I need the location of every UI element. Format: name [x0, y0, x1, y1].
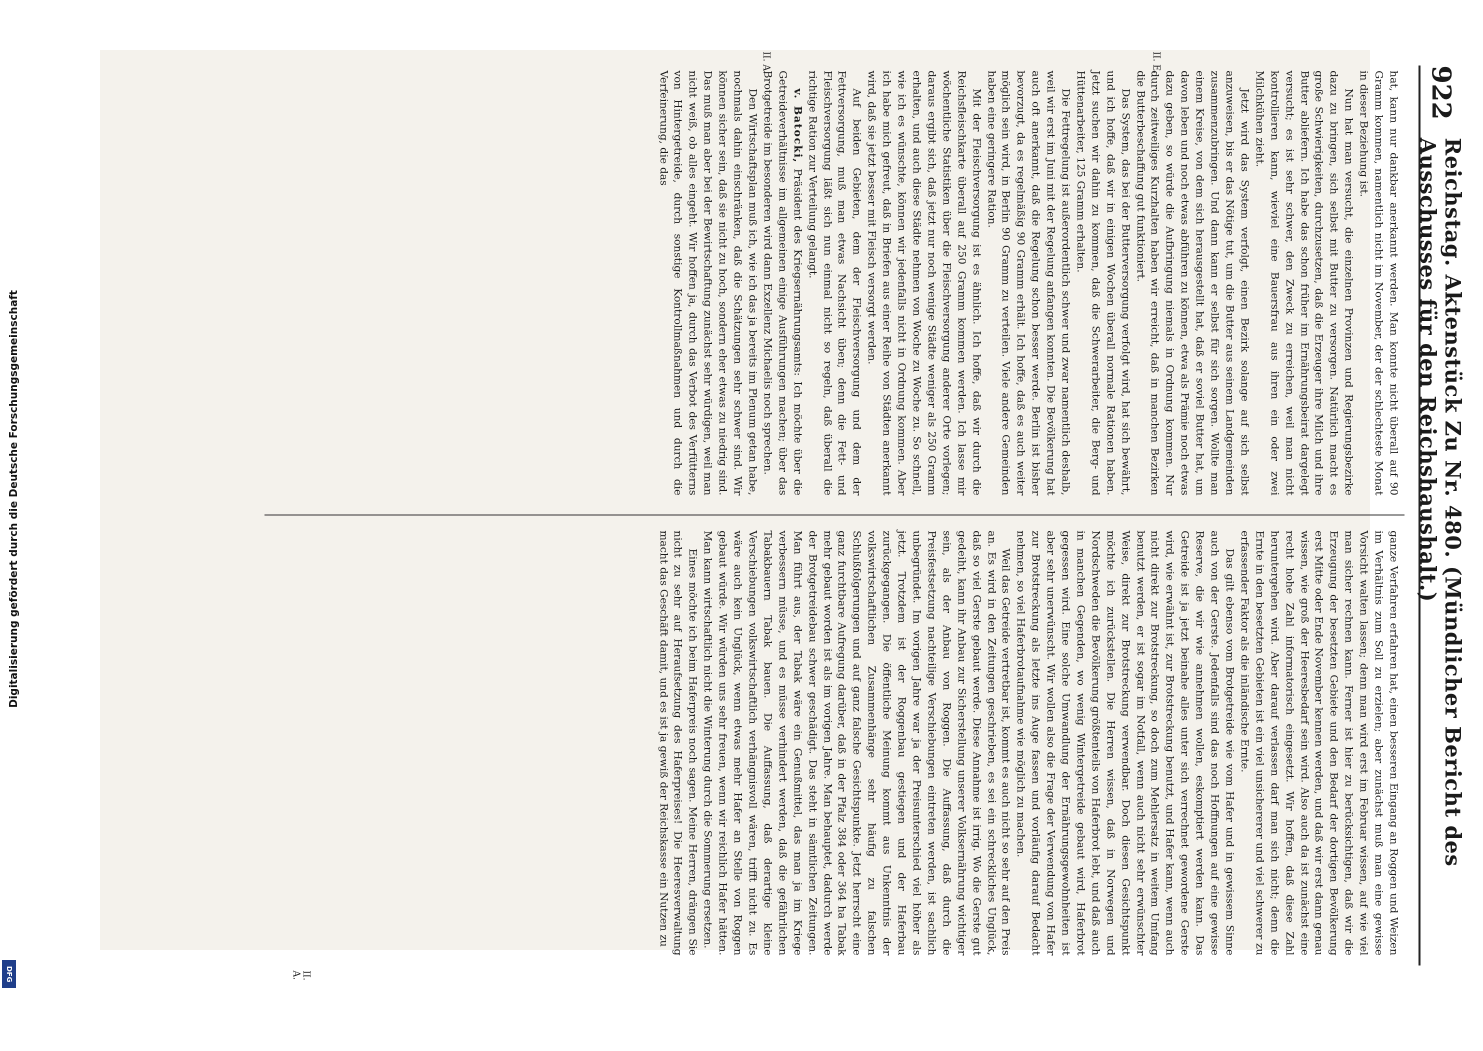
- margin-marker: II. A.: [760, 51, 771, 74]
- dfg-logo: DFG: [2, 960, 16, 988]
- speaker-text: Präsident des Kriegsernährungsamts: Ich möchte über die Getreideverhältnisse im allgemeinen einige Ausführungen machen; über das Brotgetreide im besonderen wird dann Exzellenz Michaelis noch sprechen.: [761, 70, 804, 496]
- paper-sheet: [100, 50, 1466, 981]
- paragraph: Die Fettregelung ist außerordentlich schwer und zwar namentlich deshalb, weil wir erst im Juni mit der Regelung anfangen konnten. Die Bevölkerung hat auch oft anerkannt, daß die Regelung schon besser werde. Berlin ist bisher bevorzugt, da es regelmäßig 90 Gramm erhält. Ich hoffe, daß es auch weiter möglich sein wird, in Berlin 90 Gramm zu verteilen. Viele andere Gemeinden haben eine geringere Ration.: [985, 70, 1072, 496]
- text-column-right: [261, 531, 1401, 956]
- rotated-page-content: [100, 51, 1483, 1051]
- paragraph: Mit der Fleischversorgung ist es ähnlich. Ich hoffe, daß wir durch die Reichsfleischkarte überall auf 250 Gramm kommen werden. Ich lasse mir wöchentliche Statistiken über die Fleischversorgung anderer Orte vorlegen; daraus ergibt sich, daß jetzt nur noch wenige Städte weniger als 250 Gramm erhalten, und auch diese Städte nehmen von Woche zu Woche zu. So schnell, wie ich es wünschte, können wir jedenfalls nicht in Ordnung kommen. Aber ich habe mich gefreut, daß in Briefen aus einer Reihe von Städten anerkannt wird, daß sie jetzt besser mit Fleisch versorgt werden.: [865, 70, 983, 496]
- page-number: 922: [1425, 65, 1456, 120]
- paragraph: Das gilt ebenso vom Brotgetreide wie vom Hafer und in gewissem Sinne auch von der Gerste. Jedenfalls sind das noch Hoffnungen auf eine gewisse Reserve, die wir wie annehmen wollen, eskomptiert werden kann. Das Getreide ist ja jetzt beinahe alles unter sich verrechnet gewordene Gerste wird, wie erwähnt ist, zur Brotstreckung benutzt, und Hafer kann, wenn auch nicht direkt zur Brotstreckung, so doch zum Mehlersatz in weitem Umfang benutzt werden, er ist sogar im Notfall, wenn auch nicht sehr erwünschter Weise, direkt zur Brotstreckung verwendbar. Doch diesen Gesichtspunkt möchte ich zurückstellen. Die Herren wissen, daß in Norwegen und Nordschweden die Bevölkerung größtenteils von Haferbrot lebt, und daß auch in manchen Gegenden, wo wenig Wintergetreide gebaut wird, Haferbrot gegessen wird. Eine solche Umwandlung der Ernährungsgewohnheiten ist aber sehr unerwünscht. Wir wollen also die Frage der Verwendung von Hafer zur Brotstreckung als letzte ins Auge fassen und vorläufig darauf Bedacht nehmen, so viel Haferbrotaufnahme wie möglich zu machen.: [1014, 530, 1236, 956]
- paragraph: Jetzt wird das System verfolgt, einen Bezirk solange auf sich selbst anzuweisen, bis er das Nötige tut, um die Butter aus seinem Landgemeinden zusammenzubringen. Und dann kann er selbst für sich sorgen. Wollte man einem Kreise, von dem sich herausgestellt hat, daß er soviel Butter hat, um davon leben und noch etwas abführen zu können, etwa als Prämie noch etwas dazu geben, so würde die Aufbringung niemals in Ordnung kommen. Nur durch zeitweiliges Kurzhalten haben wir erreicht, daß in manchen Bezirken die Butterbeschaffung gut funktioniert.: [1134, 70, 1251, 496]
- paragraph: Das System, das bei der Butterversorgung verfolgt wird, hat sich bewährt, und ich hoffe, daß wir in einigen Wochen überall normale Rationen haben. Jetzt suchen wir dahin zu kommen, daß die Schwerarbeiter, die Berg- und Hüttenarbeiter, 125 Gramm erhalten.: [1074, 70, 1132, 496]
- paragraph: ganze Verfahren erfahren hat, einen besseren Eingang an Roggen und Weizen im Verhältnis zum Soll zu erzielen; aber zunächst muß man eine gewisse Vorsicht walten lassen; denn man wird erst im Februar wissen, auf wie viel man sicher rechnen kann. Ferner ist hier zu berücksichtigen, daß wir die Erzeugung der besetzten Gebiete und den Bedarf der dortigen Bevölkerung erst Mitte oder Ende November kennen werden, und daß wir erst dann genau wissen, wie groß der Heeresbedarf sein wird. Also auch da ist zunächst eine recht hohe Zahl informatorisch eingesetzt. Wir hoffen, daß diese Zahl heruntergehen wird. Aber darauf verlassen darf man sich nicht; denn die Ernte in den besetzten Gebieten ist ein viel unsichererer und viel schwerer zu erfassender Faktor als die inländische Ernte.: [1238, 530, 1400, 956]
- paragraph: Eines möchte ich beim Haferpreis noch sagen. Meine Herren, drängen Sie nicht zu sehr auf Heraufsetzung des Haferpreises! Die Heeresverwaltung macht das Geschäft damit, und es ist ja gewiß der Reichskasse ein Nutzen zu: [657, 530, 699, 956]
- speaker-name: v. Batocki,: [791, 88, 804, 164]
- paragraph: Weil das Getreide vertretbar ist, kommt es auch nicht so sehr auf den Preis an. Es wird in den Zeitungen geschrieben, es sei ein schreckliches Unglück, daß so viel Gerste gebaut werde. Diese Annahme ist irrig. Wo die Gerste gut gedeiht, kann ihr Anbau zur Sicherstellung unserer Volksernährung wichtiger sein, als der Anbau von Roggen. Die Auffassung, daß durch die Preisfestsetzung nachteilige Verschiebungen eintreten werden, ist sachlich unbegründet. Im vorigen Jahre war ja der Preisunterschied viel höher als jetzt. Trotzdem ist der Roggenbau gestiegen und der Haferbau zurückgegangen. Die öffentliche Meinung kommt aus Unkenntnis der volkswirtschaftlichen Zusammenhänge sehr häufig zu falschen Schlußfolgerungen und auf ganz falsche Gesichtspunkte. Jetzt herrscht eine ganz furchtbare Aufregung darüber, daß in der Pfalz 384 oder 364 ha Tabak mehr gebaut worden ist als im vorigen Jahre. Man behauptet, dadurch werde der Brotgetreidebau schwer geschädigt. Das steht in sämtlichen Zeitungen. Man führt aus, der Tabak wäre ein Genußmittel, das man ja im Kriege verbessern müsse, und es müsse verhindert werden, daß die gefährlichen Tabakbauern Tabak bauen. Die Auffassung, daß derartige kleine Verschiebungen volkswirtschaftlich verhängnisvoll wären, trifft nicht zu. Es wäre auch kein Unglück, wenn etwas mehr Hafer an Stelle von Roggen gebaut würde. Wir würden uns sehr freuen, wenn wir reichlich Hafer hätten. Man kann wirtschaftlich nicht die Winterung durch die Sommerung ersetzen.: [701, 530, 1012, 956]
- paragraph: Auf beiden Gebieten, dem der Fleischversorgung und dem der Fettversorgung, muß man etwas Nachsicht üben; denn die Fett- und Fleischversorgung läßt sich nun einmal nicht so regeln, daß überall die richtige Ration zur Verteilung gelangt.: [806, 70, 863, 496]
- page-header: [1415, 65, 1466, 966]
- paragraph: Nun hat man versucht, die einzelnen Provinzen und Regierungsbezirke dazu zu bringen, sich selbst mit Butter zu versorgen. Natürlich macht es große Schwierigkeiten, durchzusetzen, daß die Erzeuger ihre Milch und ihre Butter abliefern. Ich habe das schon früher im Ernährungsbeirat dargelegt versucht; es ist sehr schwer, den Zweck zu erreichen, weil man nicht kontrollieren kann, wieviel eine Bauersfrau aus ihren ein oder zwei Milchkühen zieht.: [1253, 70, 1355, 496]
- page-title: Reichstag. Aktenstück Zu Nr. 480. (Mündlicher Bericht des Ausschusses für den Reichshaushalt.): [1415, 137, 1466, 867]
- column-divider: [265, 515, 1405, 516]
- paragraph: hat, kann nur dankbar anerkannt werden. Man konnte nicht überall auf 90 Gramm kommen, namentlich nicht im November, der der schlechteste Monat in dieser Beziehung ist.: [1357, 70, 1400, 496]
- digitization-credit: Digitalisierung gefördert durch die Deutsche Forschungsgemeinschaft: [8, 290, 20, 708]
- paragraph: Den Wirtschaftsplan muß ich, wie ich das ja bereits im Plenum getan habe, nochmals dahin einschränken, daß die Schätzungen sehr schwer sind. Wir können sicher sein, daß sie nicht zu hoch, sondern eher etwas zu niedrig sind. Das muß man aber bei der Bewirtschaftung zunächst sehr würdigen, weil man nicht weiß, ob alles eingeht. Wir hoffen ja, durch das Verbot des Verfütterns von Hintergetreide, durch sonstige Kontrollmaßnahmen und durch die Verfeinerung, die das: [657, 70, 759, 496]
- text-column-left: [261, 71, 1401, 496]
- document-sheet: [251, 51, 1466, 981]
- margin-marker: II. E.: [1150, 51, 1161, 74]
- paragraph: [760, 71, 805, 496]
- margin-marker: II. A.: [290, 970, 311, 981]
